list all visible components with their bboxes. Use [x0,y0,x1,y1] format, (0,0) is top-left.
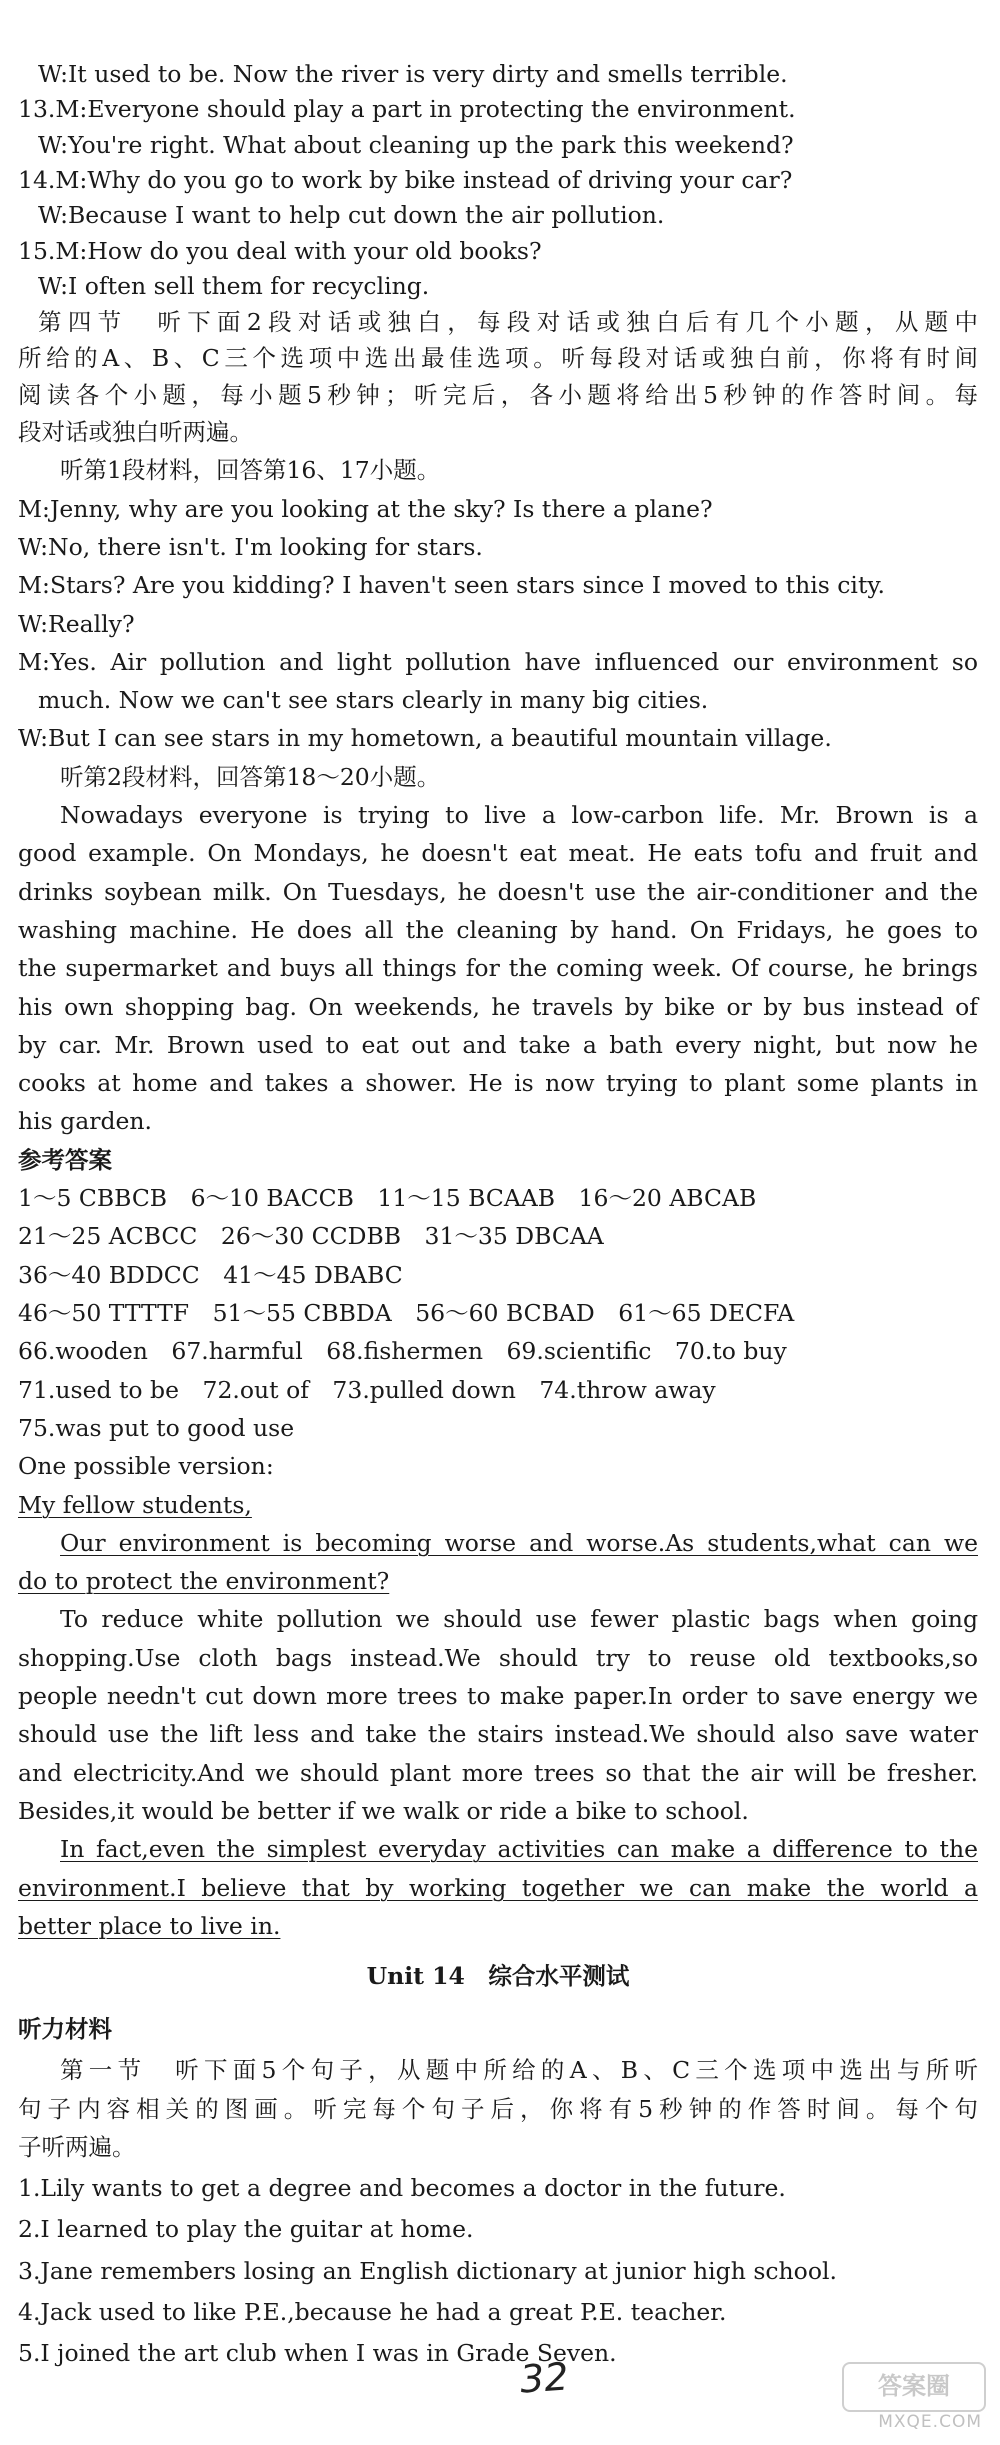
section-4-instructions: 第四节 听下面2段对话或独白，每段对话或独白后有几个小题，从题中 [38,307,978,336]
listening-sentence: 4.Jack used to like P.E.,because he had a great P.E. teacher. [18,2297,727,2326]
passage-1-header: 听第1段材料，回答第16、17小题。 [60,456,441,485]
watermark-logo: 答案圈 [842,2362,986,2412]
passage-2-header: 听第2段材料，回答第18～20小题。 [60,762,441,791]
dialogue-line: W:No, there isn't. I'm looking for stars. [18,532,483,561]
essay-text: environment.I believe that by working together we can make the world a [18,1873,978,1902]
unit-heading: Unit 14 综合水平测试 [366,1961,630,1990]
dialogue-line: W:Really? [18,609,135,638]
listening-sentence: 3.Jane remembers losing an English dictionary at junior high school. [18,2256,837,2285]
monologue-text: cooks at home and takes a shower. He is now trying to plant some plants in [18,1069,978,1098]
answer-key-row: 66.wooden 67.harmful 68.fishermen 69.scientific 70.to buy [18,1337,787,1366]
monologue-text: the supermarket and buys all things for the coming week. Of course, he brings [18,954,978,983]
essay-text: do to protect the environment? [18,1567,390,1596]
section-1-instructions: 子听两遍。 [18,2132,136,2161]
dialogue-line: W:But I can see stars in my hometown, a beautiful mountain village. [18,724,832,753]
listening-materials-heading: 听力材料 [18,2014,112,2043]
dialogue-line: M:Stars? Are you kidding? I haven't seen stars since I moved to this city. [18,571,886,600]
monologue-text: good example. On Mondays, he doesn't eat meat. He eats tofu and fruit and [18,839,978,868]
monologue-text: his garden. [18,1107,153,1136]
dialogue-line: W:Because I want to help cut down the air pollution. [38,201,665,230]
essay-text: and electricity.And we should plant more trees so that the air will be fresher. [18,1758,978,1787]
question-14-dialogue: 14.M:Why do you go to work by bike instead of driving your car? [18,166,793,195]
essay-label: One possible version: [18,1452,274,1481]
section-1-instructions: 句子内容相关的图画。听完每个句子后，你将有5秒钟的作答时间。每个句 [18,2094,978,2123]
section-1-instructions: 第一节 听下面5个句子，从题中所给的A、B、C三个选项中选出与所听 [60,2056,978,2085]
listening-sentence: 1.Lily wants to get a degree and becomes a doctor in the future. [18,2174,786,2202]
essay-text: Besides,it would be better if we walk or ride a bike to school. [18,1796,749,1825]
answer-key-row: 75.was put to good use [18,1413,295,1442]
essay-text: should use the lift less and take the stairs instead.We should also save water [18,1720,978,1749]
section-4-instructions: 段对话或独白听两遍。 [18,418,253,446]
essay-text: In fact,even the simplest everyday activities can make a difference to the [60,1835,978,1864]
essay-text: better place to live in. [18,1911,281,1940]
dialogue-line: M:Jenny, why are you looking at the sky? Is there a plane? [18,494,713,523]
essay-greeting: My fellow students, [18,1490,252,1519]
dialogue-line: M:Yes. Air pollution and light pollution have influenced our environment so [18,647,978,676]
answer-key-row: 36～40 BDDCC 41～45 DBABC [18,1260,403,1289]
listening-sentence: 2.I learned to play the guitar at home. [18,2215,474,2244]
dialogue-line: W:It used to be. Now the river is very dirty and smells terrible. [38,60,788,88]
question-15-dialogue: 15.M:How do you deal with your old books? [18,236,542,265]
essay-text: To reduce white pollution we should use fewer plastic bags when going [60,1605,978,1634]
question-13-dialogue: 13.M:Everyone should play a part in protecting the environment. [18,95,796,124]
answer-key-row: 21～25 ACBCC 26～30 CCDBB 31～35 DBCAA [18,1222,604,1251]
answer-key-row: 1～5 CBBCB 6～10 BACCB 11～15 BCAAB 16～20 ABCAB [18,1184,757,1212]
watermark [846,2362,986,2432]
monologue-text: by car. Mr. Brown used to eat out and take a bath every night, but now he [18,1030,978,1059]
page-number: 32 [518,2354,570,2402]
essay-text: Our environment is becoming worse and worse.As students,what can we [60,1528,978,1557]
answer-key-heading: 参考答案 [18,1145,112,1174]
answer-key-row: 71.used to be 72.out of 73.pulled down 74.throw away [18,1375,716,1404]
monologue-text: Nowadays everyone is trying to live a low-carbon life. Mr. Brown is a [60,801,978,829]
section-4-instructions: 所给的A、B、C三个选项中选出最佳选项。听每段对话或独白前，你将有时间 [18,344,978,373]
answer-key-row: 46～50 TTTTF 51～55 CBBDA 56～60 BCBAD 61～65 DECFA [18,1298,795,1327]
listening-sentence: 5.I joined the art club when I was in Grade Seven. [18,2339,617,2367]
monologue-text: his own shopping bag. On weekends, he travels by bike or by bus instead of [18,992,978,1021]
essay-text: people needn't cut down more trees to make paper.In order to save energy we [18,1682,978,1710]
essay-text: shopping.Use cloth bags instead.We should try to reuse old textbooks,so [18,1643,978,1672]
dialogue-line: W:I often sell them for recycling. [38,272,430,301]
dialogue-line: much. Now we can't see stars clearly in many big cities. [38,686,709,715]
dialogue-line: W:You're right. What about cleaning up the park this weekend? [38,130,794,159]
monologue-text: washing machine. He does all the cleaning by hand. On Fridays, he goes to [18,915,978,944]
monologue-text: drinks soybean milk. On Tuesdays, he doesn't use the air-conditioner and the [18,877,978,906]
watermark-url: MXQE.COM [878,2412,982,2432]
section-4-instructions: 阅读各个小题，每小题5秒钟；听完后，各小题将给出5秒钟的作答时间。每 [18,381,978,410]
